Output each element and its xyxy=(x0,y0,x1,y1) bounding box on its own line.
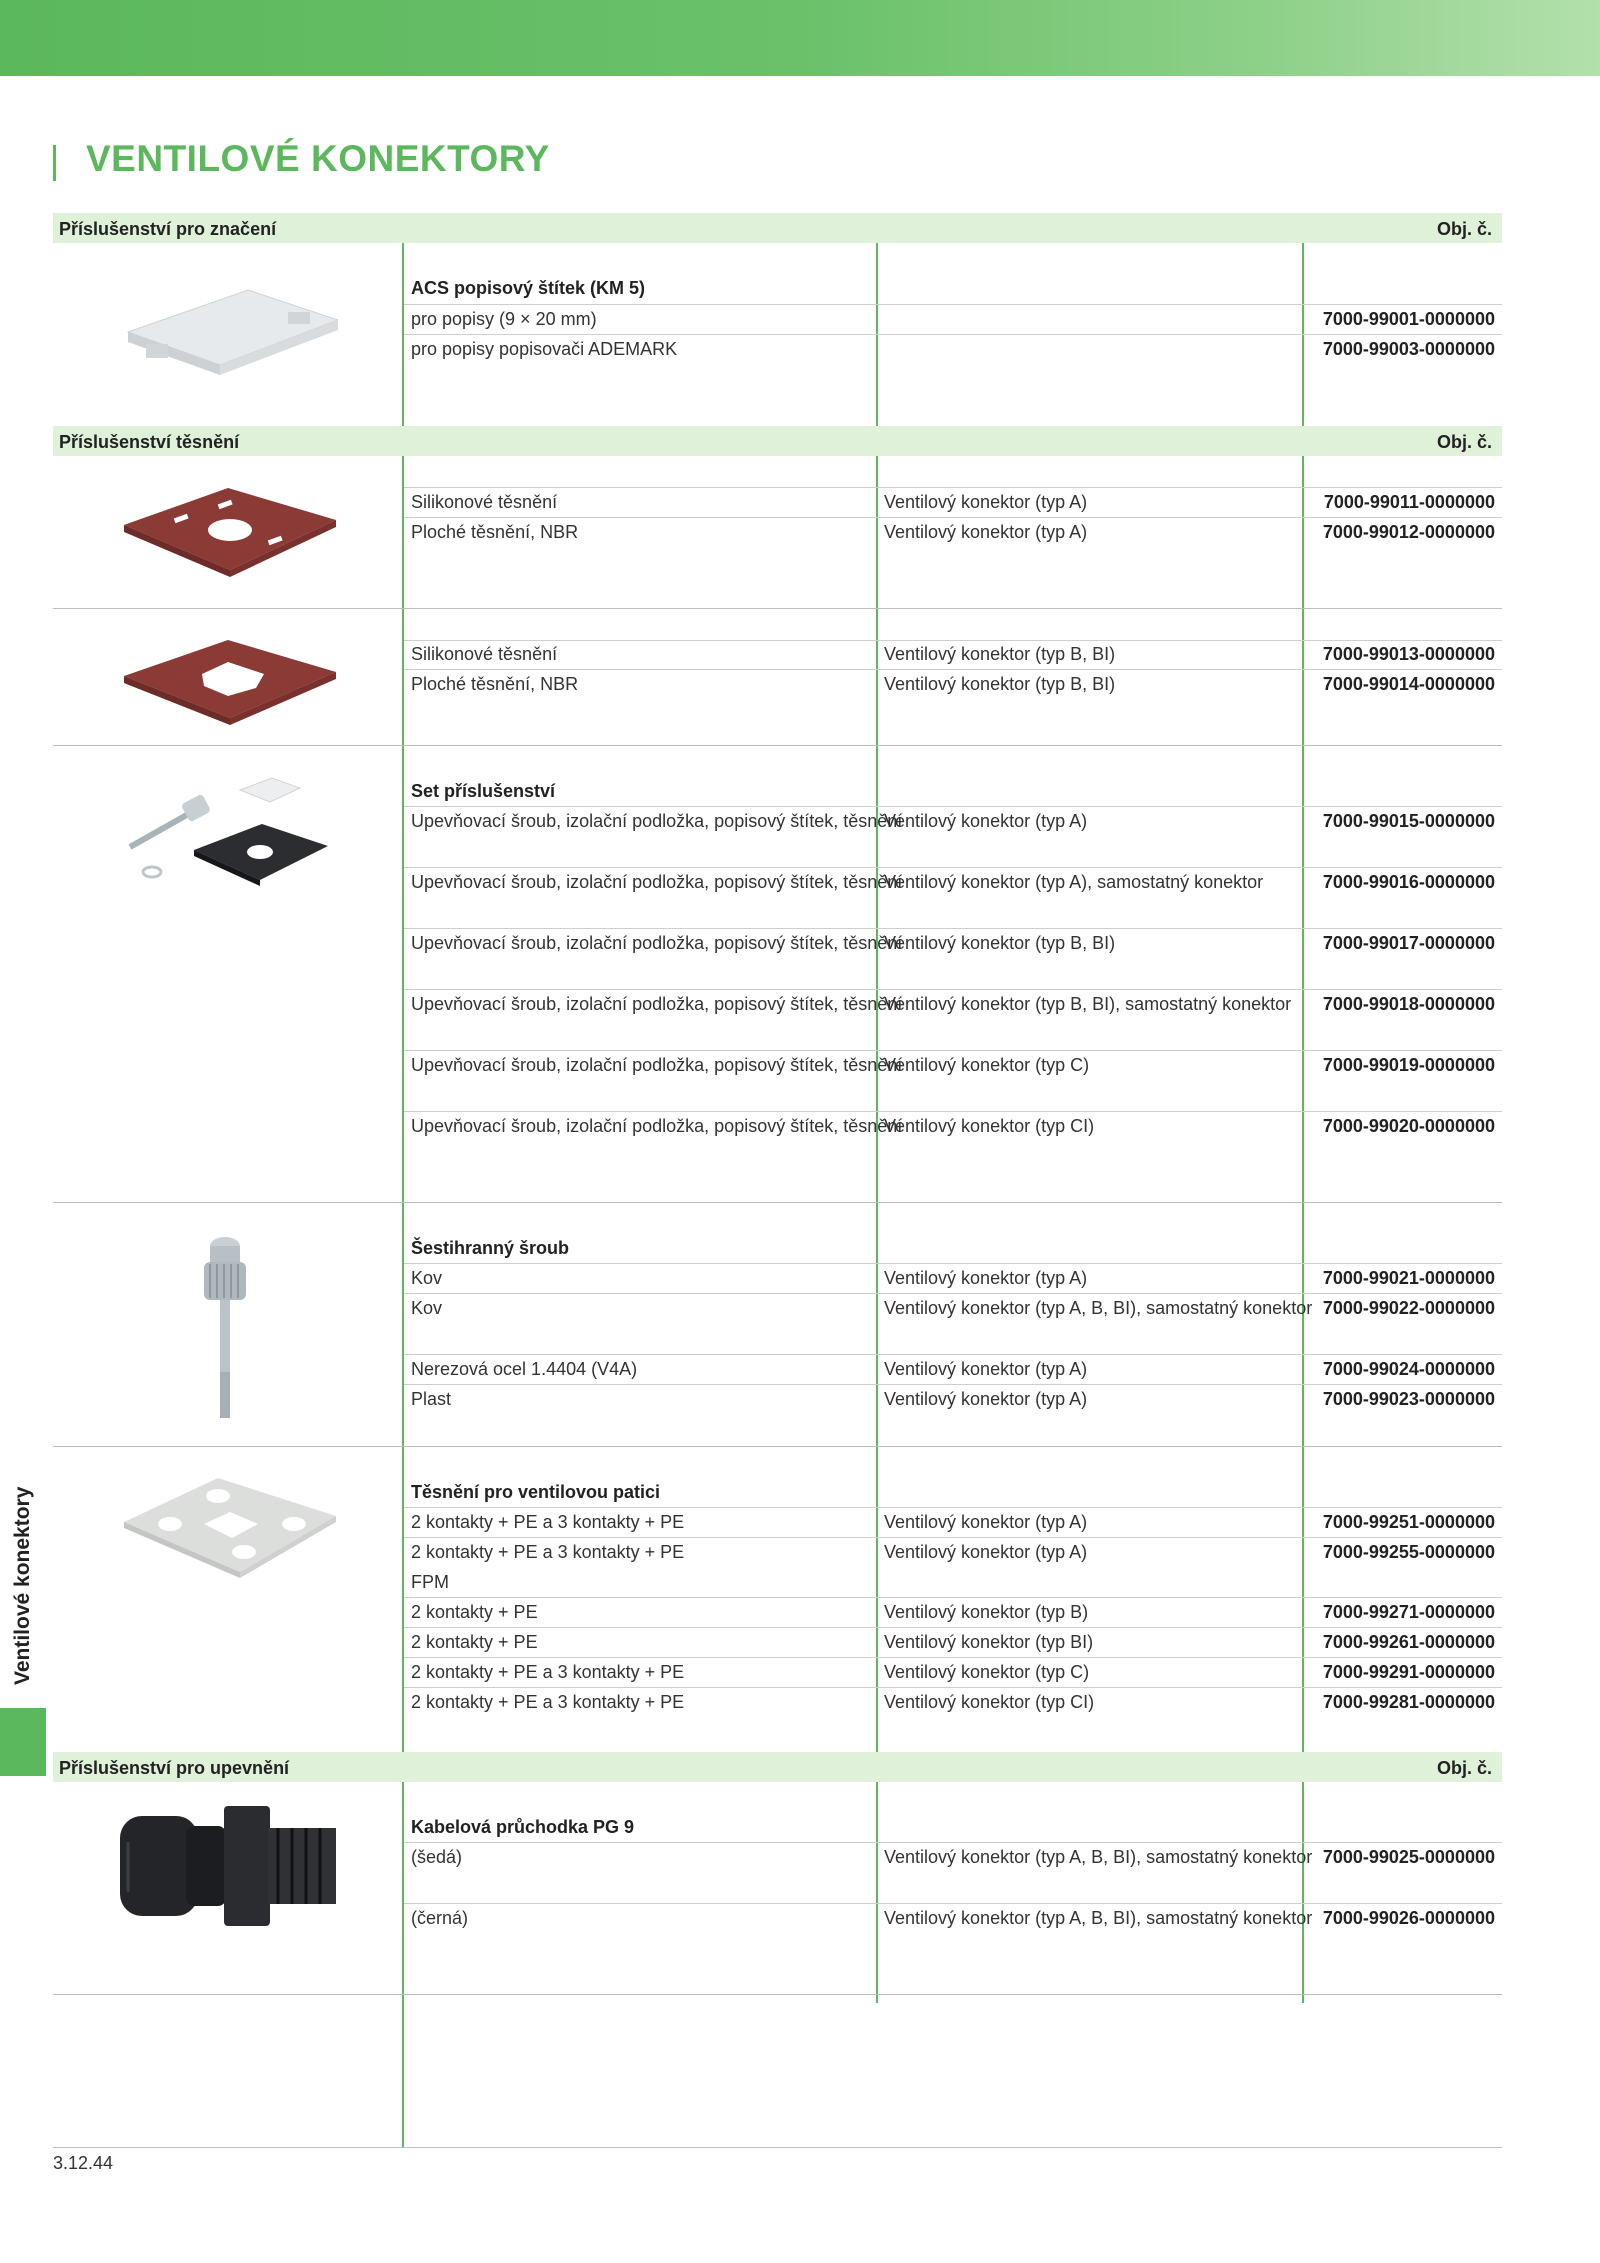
row-divider xyxy=(404,1293,1502,1294)
group-divider xyxy=(53,608,1502,609)
side-chapter-tab xyxy=(0,1708,46,1776)
connector-type: Ventilový konektor (typ A) xyxy=(884,492,1088,512)
row-divider xyxy=(404,806,1502,807)
product-desc: Kov xyxy=(411,1268,443,1288)
row-divider xyxy=(404,1657,1502,1658)
seal-type-a-image xyxy=(118,480,340,580)
order-number: 7000-99023-0000000 xyxy=(1322,1389,1495,1409)
section-header-mounting: Příslušenství pro upevnění Obj. č. xyxy=(53,1752,1502,1782)
order-number: 7000-99271-0000000 xyxy=(1322,1602,1495,1622)
row-divider xyxy=(404,928,1502,929)
order-number: 7000-99012-0000000 xyxy=(1322,522,1495,542)
product-desc: 2 kontakty + PE a 3 kontakty + PE xyxy=(411,1542,685,1562)
order-number: 7000-99001-0000000 xyxy=(1322,309,1495,329)
row-divider xyxy=(404,1384,1502,1385)
connector-type: Ventilový konektor (typ A) xyxy=(884,1359,1088,1379)
order-number: 7000-99025-0000000 xyxy=(1322,1847,1495,1867)
product-desc: FPM xyxy=(411,1572,449,1592)
connector-type: Ventilový konektor (typ A) xyxy=(884,1512,1088,1532)
order-number: 7000-99022-0000000 xyxy=(1322,1298,1495,1318)
product-desc: Silikonové těsnění xyxy=(411,644,558,664)
product-desc: Upevňovací šroub, izolační podložka, popisový štítek, těsnění xyxy=(411,811,903,831)
product-desc: Silikonové těsnění xyxy=(411,492,558,512)
order-number: 7000-99291-0000000 xyxy=(1322,1662,1495,1682)
row-divider xyxy=(404,334,1502,335)
accessory-set-image xyxy=(122,772,334,902)
row-divider xyxy=(404,640,1502,641)
product-title: ACS popisový štítek (KM 5) xyxy=(411,278,646,298)
product-desc: Plast xyxy=(411,1389,452,1409)
connector-type: Ventilový konektor (typ A) xyxy=(884,1389,1088,1409)
product-desc: Upevňovací šroub, izolační podložka, popisový štítek, těsnění xyxy=(411,994,903,1014)
connector-type: Ventilový konektor (typ B, BI) xyxy=(884,933,1116,953)
row-divider xyxy=(404,517,1502,518)
side-chapter-label: Ventilové konektory xyxy=(11,1486,34,1685)
order-number: 7000-99024-0000000 xyxy=(1322,1359,1495,1379)
product-desc: 2 kontakty + PE xyxy=(411,1602,538,1622)
connector-type: Ventilový konektor (typ CI) xyxy=(884,1692,1095,1712)
order-number: 7000-99019-0000000 xyxy=(1322,1055,1495,1075)
footer-divider xyxy=(53,2147,1502,2148)
order-number: 7000-99018-0000000 xyxy=(1322,994,1495,1014)
product-desc: 2 kontakty + PE a 3 kontakty + PE xyxy=(411,1692,685,1712)
valve-base-seal-image xyxy=(118,1472,340,1580)
order-number: 7000-99026-0000000 xyxy=(1322,1908,1495,1928)
order-number: 7000-99251-0000000 xyxy=(1322,1512,1495,1532)
row-divider xyxy=(404,1507,1502,1508)
connector-type: Ventilový konektor (typ BI) xyxy=(884,1632,1094,1652)
product-title: Kabelová průchodka PG 9 xyxy=(411,1817,635,1837)
order-number: 7000-99255-0000000 xyxy=(1322,1542,1495,1562)
hex-screw-image xyxy=(190,1232,260,1422)
row-divider xyxy=(404,1597,1502,1598)
connector-type: Ventilový konektor (typ A) xyxy=(884,522,1088,542)
top-banner xyxy=(0,0,1600,76)
row-divider xyxy=(404,1111,1502,1112)
row-divider xyxy=(404,1627,1502,1628)
connector-type: Ventilový konektor (typ C) xyxy=(884,1055,1090,1075)
order-number: 7000-99016-0000000 xyxy=(1322,872,1495,892)
row-divider xyxy=(404,304,1502,305)
seal-type-b-image xyxy=(118,632,340,728)
product-title: Šestihranný šroub xyxy=(411,1238,570,1258)
group-divider xyxy=(53,1994,1502,1995)
product-desc: Nerezová ocel 1.4404 (V4A) xyxy=(411,1359,638,1379)
section-header-seals: Příslušenství těsnění Obj. č. xyxy=(53,426,1502,456)
order-number: 7000-99011-0000000 xyxy=(1323,492,1495,512)
product-desc: Upevňovací šroub, izolační podložka, popisový štítek, těsnění xyxy=(411,1055,903,1075)
product-desc: Upevňovací šroub, izolační podložka, popisový štítek, těsnění xyxy=(411,1116,903,1136)
product-title: Těsnění pro ventilovou patici xyxy=(411,1482,661,1502)
connector-type: Ventilový konektor (typ B, BI) xyxy=(884,644,1116,664)
title-accent-bar xyxy=(53,145,56,181)
connector-type: Ventilový konektor (typ A, B, BI), samostatný konektor xyxy=(884,1908,1313,1928)
group-divider xyxy=(53,745,1502,746)
product-desc: Upevňovací šroub, izolační podložka, popisový štítek, těsnění xyxy=(411,933,903,953)
row-divider xyxy=(404,1842,1502,1843)
row-divider xyxy=(404,487,1502,488)
connector-type: Ventilový konektor (typ C) xyxy=(884,1662,1090,1682)
product-desc: Upevňovací šroub, izolační podložka, popisový štítek, těsnění xyxy=(411,872,903,892)
product-desc: 2 kontakty + PE a 3 kontakty + PE xyxy=(411,1662,685,1682)
order-number: 7000-99020-0000000 xyxy=(1322,1116,1495,1136)
connector-type: Ventilový konektor (typ B) xyxy=(884,1602,1089,1622)
group-divider xyxy=(53,1446,1502,1447)
product-desc: pro popisy popisovači ADEMARK xyxy=(411,339,678,359)
row-divider xyxy=(404,1263,1502,1264)
group-divider xyxy=(53,1202,1502,1203)
cable-gland-image xyxy=(116,1802,344,1930)
column-divider-2 xyxy=(876,213,878,2003)
connector-type: Ventilový konektor (typ A) xyxy=(884,1268,1088,1288)
order-number: 7000-99015-0000000 xyxy=(1322,811,1495,831)
connector-type: Ventilový konektor (typ CI) xyxy=(884,1116,1095,1136)
connector-type: Ventilový konektor (typ A, B, BI), samostatný konektor xyxy=(884,1847,1313,1867)
row-divider xyxy=(404,669,1502,670)
product-desc: Kov xyxy=(411,1298,443,1318)
connector-type: Ventilový konektor (typ A), samostatný konektor xyxy=(884,872,1264,892)
row-divider xyxy=(404,1050,1502,1051)
row-divider xyxy=(404,867,1502,868)
row-divider xyxy=(404,1354,1502,1355)
order-number: 7000-99013-0000000 xyxy=(1322,644,1495,664)
order-number: 7000-99021-0000000 xyxy=(1322,1268,1495,1288)
connector-type: Ventilový konektor (typ A) xyxy=(884,1542,1088,1562)
order-number: 7000-99014-0000000 xyxy=(1322,674,1495,694)
product-desc: Ploché těsnění, NBR xyxy=(411,674,579,694)
order-number: 7000-99003-0000000 xyxy=(1322,339,1495,359)
section-header-marking: Příslušenství pro značení Obj. č. xyxy=(53,213,1502,243)
connector-type: Ventilový konektor (typ B, BI) xyxy=(884,674,1116,694)
order-number: 7000-99281-0000000 xyxy=(1322,1692,1495,1712)
connector-type: Ventilový konektor (typ B, BI), samostatný konektor xyxy=(884,994,1292,1014)
product-desc: pro popisy (9 × 20 mm) xyxy=(411,309,597,329)
product-desc: (černá) xyxy=(411,1908,469,1928)
product-title: Set příslušenství xyxy=(411,781,556,801)
page-title: VENTILOVÉ KONEKTORY xyxy=(86,138,550,179)
connector-type: Ventilový konektor (typ A) xyxy=(884,811,1088,831)
order-number: 7000-99017-0000000 xyxy=(1322,933,1495,953)
label-plate-image xyxy=(118,270,338,380)
order-number: 7000-99261-0000000 xyxy=(1322,1632,1495,1652)
row-divider xyxy=(404,989,1502,990)
column-divider-3 xyxy=(1302,213,1304,2003)
connector-type: Ventilový konektor (typ A, B, BI), samostatný konektor xyxy=(884,1298,1313,1318)
row-divider xyxy=(404,1903,1502,1904)
product-desc: 2 kontakty + PE a 3 kontakty + PE xyxy=(411,1512,685,1532)
row-divider xyxy=(404,1687,1502,1688)
column-divider-1 xyxy=(402,213,404,2148)
page-number: 3.12.44 xyxy=(53,2153,114,2173)
product-desc: Ploché těsnění, NBR xyxy=(411,522,579,542)
row-divider xyxy=(404,1537,1502,1538)
product-desc: (šedá) xyxy=(411,1847,463,1867)
product-desc: 2 kontakty + PE xyxy=(411,1632,538,1652)
